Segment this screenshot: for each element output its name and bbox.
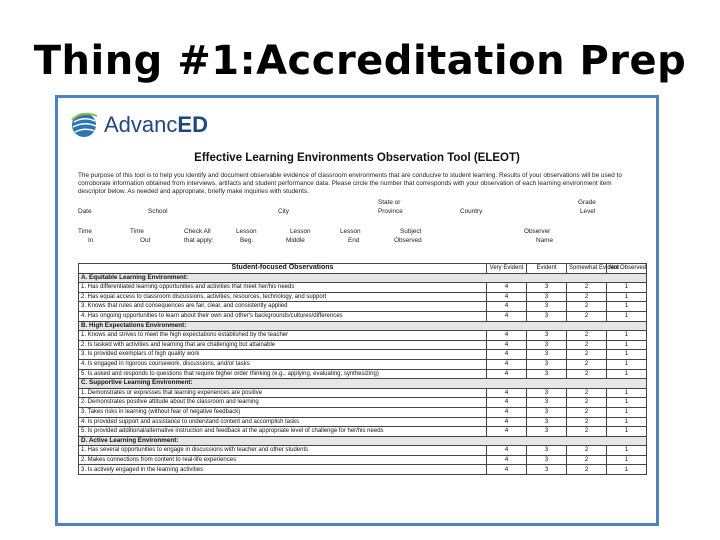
column-header: Very Evident <box>487 264 527 274</box>
observation-table <box>78 263 647 475</box>
item-descriptor: 1. Has differentiated learning opportunities and activities that meet her/his needs <box>79 283 487 293</box>
score-cell[interactable]: 1 <box>607 292 647 302</box>
logo-wordmark: AdvancED <box>104 112 208 137</box>
score-cell[interactable]: 2 <box>567 398 607 408</box>
section-title: C. Supportive Learning Environment: <box>79 379 647 389</box>
table-row <box>79 359 647 369</box>
table-row <box>79 292 647 302</box>
table-row <box>79 446 647 456</box>
table-row <box>79 398 647 408</box>
advanced-logo <box>70 110 208 140</box>
country-label: Country <box>460 208 483 215</box>
score-cell[interactable]: 1 <box>607 427 647 437</box>
score-cell[interactable]: 2 <box>567 340 607 350</box>
item-descriptor: 4. Is provided support and assistance to understand content and accomplish tasks <box>79 417 487 427</box>
score-cell[interactable]: 3 <box>527 417 567 427</box>
score-cell[interactable]: 3 <box>527 465 567 475</box>
field-row-location <box>78 199 638 219</box>
table-row <box>79 427 647 437</box>
item-descriptor: 2. Is tasked with activities and learning that are challenging but attainable <box>79 340 487 350</box>
score-cell[interactable]: 1 <box>607 311 647 321</box>
slide-title: Thing #1:Accreditation Prep <box>33 38 687 84</box>
score-cell[interactable]: 2 <box>567 427 607 437</box>
item-descriptor: 1. Knows and strives to meet the high expectations established by the teacher <box>79 331 487 341</box>
item-descriptor: 3. Knows that rules and consequences are fair, clear, and consistently applied <box>79 302 487 312</box>
score-cell[interactable]: 2 <box>567 369 607 379</box>
score-cell[interactable]: 4 <box>487 283 527 293</box>
item-descriptor: 3. Is actively engaged in the learning activities <box>79 465 487 475</box>
section-row <box>79 321 647 331</box>
item-descriptor: 1. Has several opportunities to engage in discussions with teacher and other students <box>79 446 487 456</box>
score-cell[interactable]: 1 <box>607 407 647 417</box>
score-cell[interactable]: 4 <box>487 340 527 350</box>
item-descriptor: 4. Has ongoing opportunities to learn about their own and other's backgrounds/cultures/differences <box>79 311 487 321</box>
item-descriptor: 5. Is provided additional/alternative instruction and feedback at the appropriate level of challenge for her/his needs <box>79 427 487 437</box>
item-descriptor: 5. Is asked and responds to questions that require higher order thinking (e.g., applying, evaluating, synthesizing) <box>79 369 487 379</box>
section-title: D. Active Learning Environment: <box>79 436 647 446</box>
intro-paragraph: The purpose of this tool is to help you identify and document observable evidence of classroom environments that are conducive to student learning. Results of your observations will be used to corroborate information obtained from interviews, artifacts and student performance data. Please circle the number that corresponds with your observation of each learning environment item descriptor below. As needed and appropriate, briefly make inquiries with students. <box>78 172 622 196</box>
item-descriptor: 2. Demonstrates positive attitude about the classroom and learning <box>79 398 487 408</box>
score-cell[interactable]: 1 <box>607 369 647 379</box>
table-row <box>79 407 647 417</box>
score-cell[interactable]: 4 <box>487 398 527 408</box>
score-cell[interactable]: 2 <box>567 283 607 293</box>
score-cell[interactable]: 3 <box>527 283 567 293</box>
document-title: Effective Learning Environments Observation Tool (ELEOT) <box>194 152 520 164</box>
score-cell[interactable]: 4 <box>487 350 527 360</box>
score-cell[interactable]: 4 <box>487 388 527 398</box>
check-label: Check All <box>184 228 211 235</box>
item-descriptor: 3. Takes risks in learning (without fear of negative feedback) <box>79 407 487 417</box>
time-in-label: Time <box>78 228 92 235</box>
level-label: Level <box>580 208 596 215</box>
item-descriptor: 4. Is engaged in rigorous coursework, discussions, and/or tasks <box>79 359 487 369</box>
score-cell[interactable]: 1 <box>607 359 647 369</box>
score-cell[interactable]: 3 <box>527 359 567 369</box>
table-header-row <box>79 264 647 274</box>
score-cell[interactable]: 1 <box>607 302 647 312</box>
score-cell[interactable]: 4 <box>487 311 527 321</box>
score-cell[interactable]: 3 <box>527 369 567 379</box>
table-row <box>79 465 647 475</box>
score-cell[interactable]: 2 <box>567 350 607 360</box>
score-cell[interactable]: 3 <box>527 292 567 302</box>
score-cell[interactable]: 4 <box>487 359 527 369</box>
score-cell[interactable]: 1 <box>607 455 647 465</box>
score-cell[interactable]: 3 <box>527 340 567 350</box>
column-header: Not Observed <box>607 264 647 274</box>
table-row <box>79 331 647 341</box>
score-cell[interactable]: 3 <box>527 407 567 417</box>
score-cell[interactable]: 3 <box>527 398 567 408</box>
score-cell[interactable]: 4 <box>487 369 527 379</box>
score-cell[interactable]: 4 <box>487 407 527 417</box>
score-cell[interactable]: 1 <box>607 417 647 427</box>
table-row <box>79 340 647 350</box>
table-row <box>79 455 647 465</box>
score-cell[interactable]: 4 <box>487 446 527 456</box>
time-out-label: Time <box>130 228 144 235</box>
item-descriptor: 1. Demonstrates or expresses that learning experiences are positive <box>79 388 487 398</box>
score-cell[interactable]: 1 <box>607 465 647 475</box>
table-row <box>79 417 647 427</box>
score-cell[interactable]: 2 <box>567 388 607 398</box>
lesson-beg-label: Lesson <box>236 228 257 235</box>
score-cell[interactable]: 1 <box>607 340 647 350</box>
province-label: Province <box>378 208 403 215</box>
globe-icon <box>70 110 100 140</box>
score-cell[interactable]: 2 <box>567 455 607 465</box>
score-cell[interactable]: 2 <box>567 465 607 475</box>
table-row <box>79 283 647 293</box>
score-cell[interactable]: 3 <box>527 302 567 312</box>
section-row <box>79 379 647 389</box>
score-cell[interactable]: 3 <box>527 455 567 465</box>
score-cell[interactable]: 1 <box>607 331 647 341</box>
item-descriptor: 2. Makes connections from content to real-life experiences <box>79 455 487 465</box>
table-row <box>79 350 647 360</box>
score-cell[interactable]: 1 <box>607 283 647 293</box>
document-image <box>55 95 659 526</box>
observer-label: Observer <box>524 228 551 235</box>
item-descriptor: 3. Is provided exemplars of high quality work <box>79 350 487 360</box>
table-row <box>79 369 647 379</box>
score-cell[interactable]: 2 <box>567 292 607 302</box>
score-cell[interactable]: 1 <box>607 446 647 456</box>
lesson-end-label: Lesson <box>340 228 361 235</box>
score-cell[interactable]: 3 <box>527 427 567 437</box>
subject-label: Subject <box>400 228 422 235</box>
score-cell[interactable]: 3 <box>527 350 567 360</box>
score-cell[interactable]: 1 <box>607 398 647 408</box>
score-cell[interactable]: 2 <box>567 331 607 341</box>
score-cell[interactable]: 2 <box>567 446 607 456</box>
score-cell[interactable]: 4 <box>487 455 527 465</box>
score-cell[interactable]: 1 <box>607 388 647 398</box>
column-header: Evident <box>527 264 567 274</box>
score-cell[interactable]: 3 <box>527 311 567 321</box>
date-label: Date <box>78 208 92 215</box>
table-row <box>79 311 647 321</box>
score-cell[interactable]: 2 <box>567 359 607 369</box>
score-cell[interactable]: 4 <box>487 302 527 312</box>
score-cell[interactable]: 4 <box>487 417 527 427</box>
score-cell[interactable]: 1 <box>607 350 647 360</box>
score-cell[interactable]: 4 <box>487 331 527 341</box>
section-title: A. Equitable Learning Environment: <box>79 273 647 283</box>
section-row <box>79 273 647 283</box>
table-row <box>79 302 647 312</box>
lesson-middle-label: Lesson <box>290 228 311 235</box>
score-cell[interactable]: 2 <box>567 302 607 312</box>
score-cell[interactable]: 3 <box>527 388 567 398</box>
item-descriptor: 2. Has equal access to classroom discussions, activities, resources, technology, and support <box>79 292 487 302</box>
grade-label: Grade <box>578 199 596 206</box>
field-row-time: Time In Time Out Check All that apply: Lesson Beg. Lesson Middle Lesson End Subject Observed Observer Name <box>78 228 554 244</box>
score-cell[interactable]: 4 <box>487 465 527 475</box>
column-header: Somewhat Evident <box>567 264 607 274</box>
section-title: B. High Expectations Environment: <box>79 321 647 331</box>
table-row <box>79 388 647 398</box>
score-cell[interactable]: 3 <box>527 446 567 456</box>
section-row <box>79 436 647 446</box>
table-header-title: Student-focused Observations <box>79 264 487 274</box>
score-cell[interactable]: 4 <box>487 427 527 437</box>
score-cell[interactable]: 3 <box>527 331 567 341</box>
score-cell[interactable]: 2 <box>567 311 607 321</box>
score-cell[interactable]: 2 <box>567 407 607 417</box>
city-label: City <box>278 208 290 215</box>
state-label: State or <box>378 199 401 206</box>
school-label: School <box>148 208 168 215</box>
score-cell[interactable]: 2 <box>567 417 607 427</box>
score-cell[interactable]: 4 <box>487 292 527 302</box>
